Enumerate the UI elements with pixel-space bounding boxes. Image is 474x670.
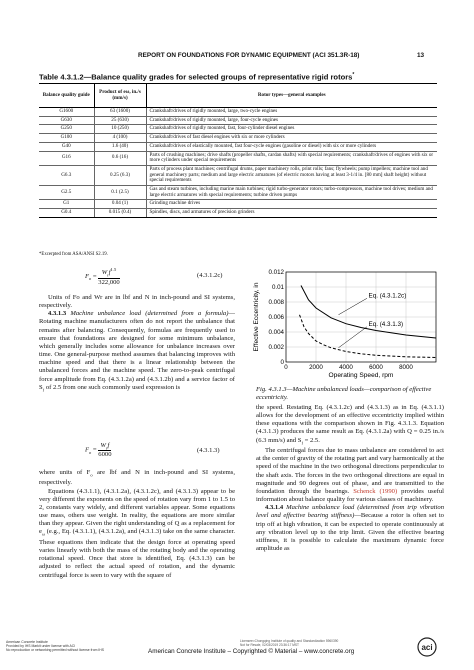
svg-text:aci: aci bbox=[421, 643, 433, 652]
section-4-3-1-4-title: Machine unbalance load (determined from trip vibration level and effective bearing stiffness) bbox=[256, 504, 445, 520]
table-cell-product: 63 (1600) bbox=[94, 108, 146, 117]
series-label-2-leader bbox=[339, 327, 368, 348]
table-row bbox=[39, 125, 437, 134]
table-footnote: *Excerpted from ASA/ANSI S2.19. bbox=[39, 252, 108, 257]
table-row bbox=[39, 142, 437, 151]
table-row bbox=[39, 186, 437, 200]
series-label-1: Eq. (4.3.1.2c) bbox=[368, 292, 407, 300]
table-row bbox=[39, 134, 437, 143]
series-label-1-leader bbox=[339, 298, 368, 315]
section-4-3-1-3-number: 4.3.1.3 bbox=[48, 310, 67, 318]
table-cell-rotor-type: Crankshaft/drives of elastically mounted, fast four-cycle engines (gasoline or diesel) with six or more cylinders bbox=[146, 142, 437, 151]
footer-licensee: Licensee=Chongqing Institute of quality and Standardization 5960390 bbox=[240, 639, 339, 643]
section-4-3-1-3-title: Machine unbalance load (determined from a formula) bbox=[70, 310, 229, 318]
table-cell-product: 10 (250) bbox=[94, 125, 146, 134]
table-row bbox=[39, 200, 437, 209]
table-row bbox=[39, 108, 437, 117]
y-tick-label: 0.004 bbox=[268, 329, 284, 336]
table-cell-rotor-type: Parts of process plant machines; centrifugal drums, paper machinery rolls, print rolls; fans; flywheels; pump impellers; machine tool and general machinery parts; medium and large electric armatures (of electric motors having at least 3-1/4 in. [80 mm] shaft height) without special requirements bbox=[146, 165, 437, 185]
balance-quality-table bbox=[39, 83, 437, 218]
left-column-text-2: where units of $F_o$ are lbf and N in inch-pound and SI systems, respectively. Equations (4.3.1.1), (4.3.1.2a), (4.3.1.2c), and (4.3.1.3) appear to be very different the exponents on the speed of rotation vary from 1 to 1.5 to 2, constants vary widely, and different variables appear. Some equations use mass, others use weight. In reality, the equations are more similar than they appear. Given the right understanding of Q as a replacement for $e_\omega$ (e.g., Eq. (4.3.1.1), (4.3.1.2a), and (4.3.1.3) take on the same character. These equations then indicate that the design force at operating speed varies linearly with both the mass of the rotating body and the operating rotational speed. Once that store is identified, Eq. (4.3.1.3) can be adjusted to reflect the actual speed of rotation, and the dynamic centrifugal force is seen to vary with the square of bbox=[39, 469, 235, 579]
footer-copyright: American Concrete Institute – Copyrighted © Material – www.concrete.org bbox=[148, 648, 355, 655]
y-tick-label: 0.01 bbox=[271, 284, 284, 291]
footer-license: American Concrete Institute Provided by IHS Markit under license with ACI No reproduction or networking permitted without license from IHS bbox=[6, 640, 104, 653]
right-column-text: the speed. Restating Eq. (4.3.1.2c) and (4.3.1.3) as in Eq. (4.3.1.1) allows for the development of an effective eccentricity implied within these equations with the comparison shown in Fig. 4.3.1.3. Equation (4.3.1.3) produces the same result as Eq. (4.3.1.2a) with Q = 0.25 in./s (6.3 mm/s) and $S_f = 2.5$. The centrifugal forces due to mass unbalance are considered to act at the center of gravity of the rotating part and vary harmonically at the speed of the machine in the two orthogonal directions perpendicular to the shaft axis. The forces in the two orthogonal directions are equal in magnitude and 90 degrees out of phase, and are transmitted to the foundation through the bearings. Schenck (1990) provides useful information about balance quality for various classes of machinery. 4.3.1.4 Machine unbalance load (determined from trip vibration level and effective bearing stiffness)—Because a rotor is often set to trip off at high vibration, it can be expected to operate continuously at any vibration level up to the trip limit. Given the effective bearing stiffness, it is possible to calculate the maximum dynamic force amplitude as bbox=[256, 404, 445, 552]
equation-label-4-3-1-3: (4.3.1.3) bbox=[197, 447, 220, 454]
y-tick-label: 0.008 bbox=[268, 299, 284, 306]
table-row bbox=[39, 116, 437, 125]
table-row bbox=[39, 209, 437, 218]
y-tick-label: 0.012 bbox=[268, 269, 284, 276]
table-cell-grade: G2.5 bbox=[39, 186, 94, 200]
table-cell-product: 0.04 (1) bbox=[94, 200, 146, 209]
table-row bbox=[39, 151, 437, 165]
table-cell-grade: G630 bbox=[39, 116, 94, 125]
table-cell-rotor-type: Spindles, discs, and armatures of precision grinders bbox=[146, 209, 437, 218]
table-cell-rotor-type: Crankshaft/drives of rigidly mounted, large, two-cycle engines bbox=[146, 108, 437, 117]
table-cell-product: 25 (630) bbox=[94, 116, 146, 125]
schenck-reference-link[interactable]: Schenck (1990) bbox=[353, 487, 398, 495]
equation-4-3-1-3: $F_o$ = $\frac{W_rf}{6000}$ bbox=[85, 442, 112, 459]
effective-eccentricity-chart bbox=[246, 266, 444, 386]
y-axis-label: Effective Eccentricity, in bbox=[253, 282, 260, 352]
header-title: REPORT ON FOUNDATIONS FOR DYNAMIC EQUIPMENT (ACI 351.3R-18) bbox=[138, 52, 360, 59]
x-tick-label: 8000 bbox=[399, 364, 413, 371]
table-cell-product: 0.6 (16) bbox=[94, 151, 146, 165]
table-cell-grade: G1600 bbox=[39, 108, 94, 117]
x-tick-label: 2000 bbox=[309, 364, 323, 371]
table-cell-rotor-type: Crankshaft/drives of fast diesel engines with six or more cylinders bbox=[146, 134, 437, 143]
y-tick-label: 0.002 bbox=[268, 344, 284, 351]
table-header-grade: Balance quality guide bbox=[39, 84, 94, 108]
table-cell-rotor-type: Parts of crushing machines; drive shafts (propeller shafts, cardan shafts) with special requirements; crankshaft/drives of engines with six or more cylinders under special requirements bbox=[146, 151, 437, 165]
aci-logo bbox=[416, 637, 438, 657]
table-cell-rotor-type: Crankshaft/drives of rigidly mounted, large, four-cycle engines bbox=[146, 116, 437, 125]
left-column-text: Units of Fo and Wr are in lbf and N in inch-pound and SI systems, respectively. 4.3.1.3 Machine unbalance load (determined from a formula)—Rotating machine manufacturers often do not report the unbalance that remains after balancing. Consequently, formulas are frequently used to ensure that foundations are designed for some minimum unbalance, which generally includes some allowance for unbalance increases over time. One general-purpose method assumes that balancing improves with machine speed and that there is a linear relationship between the unbalanced forces and the machine speed. The zero-to-peak centrifugal force amplitude from Eq. (4.3.1.2a) and (4.3.1.2b) and a service factor of $S_f$ of 2.5 from one such commonly used expression is bbox=[39, 294, 236, 393]
table-cell-grade: G250 bbox=[39, 125, 94, 134]
table-cell-rotor-type: Gas and steam turbines, including marine main turbines; rigid turbo-generator rotors; turbo-compressors, machine tool drives; medium and large electric armatures with special requirements; turbine driven pumps bbox=[146, 186, 437, 200]
table-cell-rotor-type: Grinding machine drives bbox=[146, 200, 437, 209]
table-cell-rotor-type: Crankshaft/drives of rigidly mounted, fast, four-cylinder diesel engines bbox=[146, 125, 437, 134]
page-number: 13 bbox=[417, 52, 425, 59]
table-cell-grade: G0.4 bbox=[39, 209, 94, 218]
table-row bbox=[39, 165, 437, 185]
equation-label-4-3-1-2c: (4.3.1.2c) bbox=[197, 272, 223, 279]
table-cell-grade: G100 bbox=[39, 134, 94, 143]
table-cell-grade: G1 bbox=[39, 200, 94, 209]
table-cell-product: 1.6 (40) bbox=[94, 142, 146, 151]
table-cell-product: 0.25 (6.3) bbox=[94, 165, 146, 185]
figure-caption: Fig. 4.3.1.3—Machine unbalanced loads—comparison of effective eccentricity. bbox=[256, 386, 432, 402]
table-header-rotor-types: Rotor types—general examples bbox=[146, 84, 437, 108]
table-cell-product: 0.1 (2.5) bbox=[94, 186, 146, 200]
table-cell-grade: G40 bbox=[39, 142, 94, 151]
table-cell-grade: G6.3 bbox=[39, 165, 94, 185]
table-cell-grade: G16 bbox=[39, 151, 94, 165]
x-tick-label: 4000 bbox=[339, 364, 353, 371]
table-header-product: Product of eω, in./s (mm/s) bbox=[94, 84, 146, 108]
x-axis-label: Operating Speed, rpm bbox=[328, 372, 394, 379]
footer-resale: Not for Resale, 02/03/2019 23:36:17 MST bbox=[240, 643, 300, 647]
x-tick-label: 6000 bbox=[369, 364, 383, 371]
x-tick-label: 0 bbox=[284, 364, 288, 371]
series-label-2: Eq. (4.3.1.3) bbox=[368, 321, 404, 328]
table-cell-product: 0.015 (0.4) bbox=[94, 209, 146, 218]
y-tick-label: 0.006 bbox=[268, 314, 284, 321]
table-cell-product: 4 (100) bbox=[94, 134, 146, 143]
section-4-3-1-4-number: 4.3.1.4 bbox=[265, 504, 284, 512]
table-caption: Table 4.3.1.2—Balance quality grades for selected groups of representative rigid rotors* bbox=[39, 72, 355, 82]
y-tick-label: 0 bbox=[280, 359, 284, 366]
equation-4-3-1-2c: $F_o$ = $\frac{W_rf^{1.5}}{322,000}$ bbox=[85, 267, 120, 286]
